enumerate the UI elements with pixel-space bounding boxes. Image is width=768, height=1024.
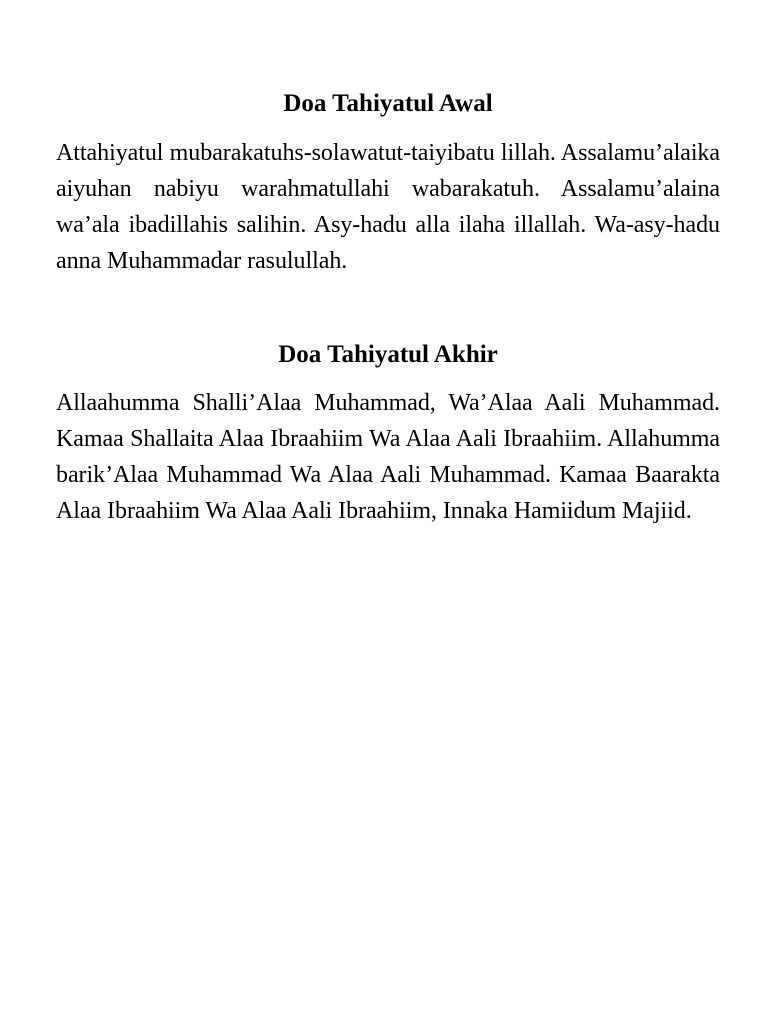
section-doa-tahiyatul-akhir [56,340,720,529]
section-body-text: Allaahumma Shalli’Alaa Muhammad, Wa’Alaa Aali Muhammad. Kamaa Shallaita Alaa Ibraahiim Wa Alaa Aali Ibraahiim. Allahumma barik’Alaa Muhammad Wa Alaa Aali Muhammad. Kamaa Baarakta Alaa Ibraahiim Wa Alaa Aali Ibraahiim, Innaka Hamiidum Majiid. [56,390,720,524]
section-body-text: Attahiyatul mubarakatuhs-solawatut-taiyibatu lillah. Assalamu’alaika aiyuhan nabiyu warahmatullahi wabarakatuh. Assalamu’alaina wa’ala ibadillahis salihin. Asy-hadu alla ilaha illallah. Wa-asy-hadu anna Muhammadar rasulullah. [56,140,720,274]
section-title: Doa Tahiyatul Akhir [278,341,498,368]
document-page [56,0,720,529]
section-title: Doa Tahiyatul Awal [283,90,493,117]
section-doa-tahiyatul-awal [56,89,720,279]
